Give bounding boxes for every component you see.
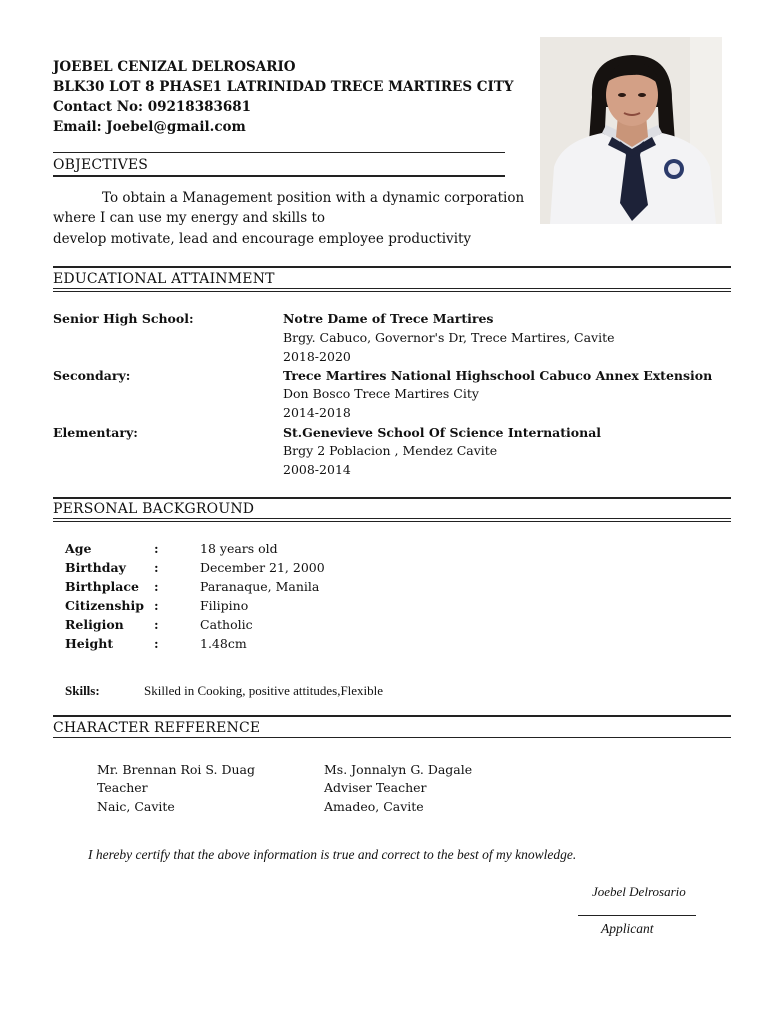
applicant-address: BLK30 LOT 8 PHASE1 LATRINIDAD TRECE MARTIRES CITY (53, 79, 514, 95)
personal-value-citizenship: Filipino (200, 598, 249, 613)
education-school-secondary: Trece Martires National Highschool Cabuco Annex Extension (283, 368, 713, 383)
section-heading-objectives: OBJECTIVES (53, 157, 149, 173)
reference-1-name: Mr. Brennan Roi S. Duag (97, 762, 255, 777)
education-address-secondary: Don Bosco Trece Martires City (283, 386, 479, 401)
section-heading-personal: PERSONAL BACKGROUND (53, 501, 255, 517)
personal-label-birthplace: Birthplace (65, 579, 139, 594)
personal-label-height: Height (65, 636, 114, 651)
personal-value-birthplace: Paranaque, Manila (200, 579, 320, 594)
personal-value-religion: Catholic (200, 617, 253, 632)
personal-colon: : (154, 598, 159, 613)
certification-statement: I hereby certify that the above information is true and correct to the best of my knowledge. (88, 847, 577, 862)
reference-1-place: Naic, Cavite (97, 799, 175, 814)
section-rule-bottom (53, 175, 505, 177)
skills-label: Skills: (65, 683, 100, 698)
education-address-senior-high: Brgy. Cabuco, Governor's Dr, Trece Martires, Cavite (283, 330, 615, 345)
education-label-senior-high: Senior High School: (53, 311, 194, 326)
education-label-elementary: Elementary: (53, 425, 138, 440)
education-years-elementary: 2008-2014 (283, 462, 351, 477)
education-years-senior-high: 2018-2020 (283, 349, 351, 364)
section-rule-bottom (53, 737, 731, 738)
personal-label-citizenship: Citizenship (65, 598, 144, 613)
signature-line (578, 915, 696, 916)
education-years-secondary: 2014-2018 (283, 405, 351, 420)
education-label-secondary: Secondary: (53, 368, 131, 383)
personal-label-birthday: Birthday (65, 560, 126, 575)
section-rule-bottom-double (53, 521, 731, 522)
section-rule-bottom-double (53, 291, 731, 292)
section-heading-references: CHARACTER REFFERENCE (53, 720, 261, 736)
personal-colon: : (154, 560, 159, 575)
signature-name: Joebel Delrosario (592, 884, 686, 899)
applicant-name: JOEBEL CENIZAL DELROSARIO (53, 59, 296, 75)
section-rule-top (53, 715, 731, 717)
personal-label-age: Age (65, 541, 92, 556)
skills-value: Skilled in Cooking, positive attitudes,Flexible (144, 683, 384, 698)
section-heading-education: EDUCATIONAL ATTAINMENT (53, 271, 275, 287)
section-rule-bottom (53, 518, 731, 519)
personal-value-birthday: December 21, 2000 (200, 560, 325, 575)
signature-role: Applicant (601, 921, 654, 936)
personal-value-height: 1.48cm (200, 636, 247, 651)
personal-colon: : (154, 617, 159, 632)
objective-line-1: To obtain a Management position with a dynamic corporation (102, 190, 525, 206)
personal-value-age: 18 years old (200, 541, 278, 556)
applicant-photo (540, 37, 722, 224)
personal-colon: : (154, 579, 159, 594)
section-rule-top (53, 266, 731, 268)
personal-colon: : (154, 541, 159, 556)
section-rule-top (53, 152, 505, 153)
section-rule-bottom (53, 288, 731, 289)
objective-line-3: develop motivate, lead and encourage employee productivity (53, 231, 472, 247)
reference-1-role: Teacher (97, 780, 148, 795)
applicant-contact: Contact No: 09218383681 (53, 99, 252, 115)
education-address-elementary: Brgy 2 Poblacion , Mendez Cavite (283, 443, 498, 458)
education-school-senior-high: Notre Dame of Trece Martires (283, 311, 494, 326)
reference-2-role: Adviser Teacher (324, 780, 427, 795)
reference-2-place: Amadeo, Cavite (324, 799, 424, 814)
personal-colon: : (154, 636, 159, 651)
section-rule-top (53, 497, 731, 499)
education-school-elementary: St.Genevieve School Of Science International (283, 425, 602, 440)
applicant-email: Email: Joebel@gmail.com (53, 119, 246, 135)
objective-line-2: where I can use my energy and skills to (53, 210, 326, 226)
reference-2-name: Ms. Jonnalyn G. Dagale (324, 762, 473, 777)
personal-label-religion: Religion (65, 617, 124, 632)
